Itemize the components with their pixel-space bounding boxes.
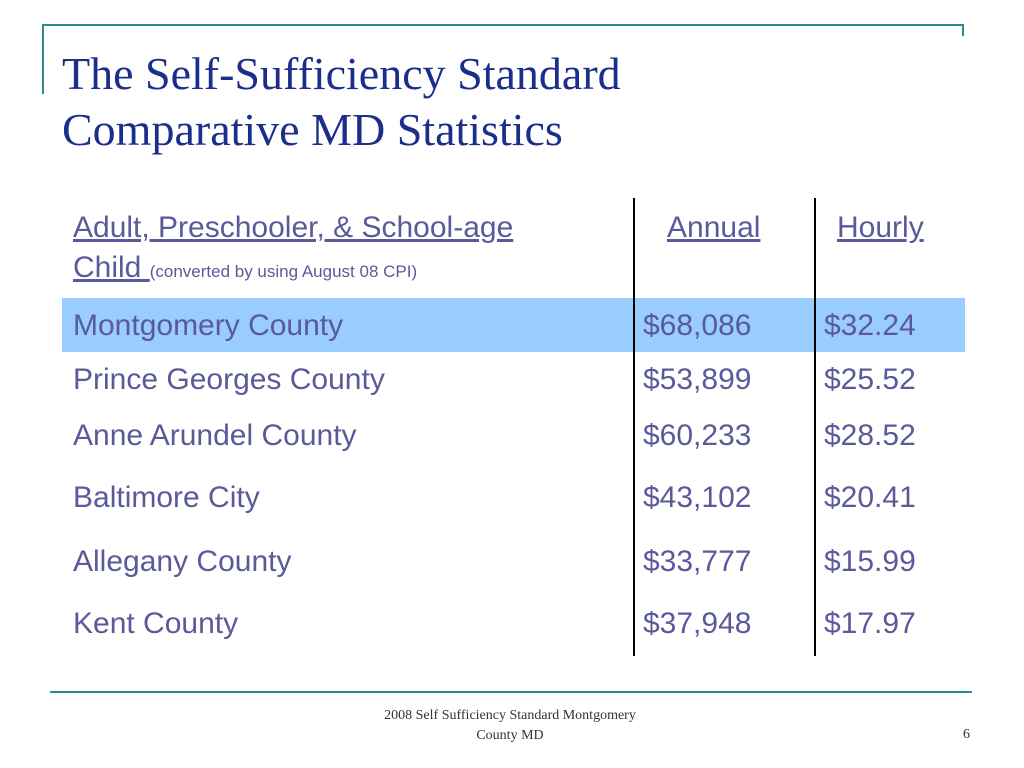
header-annual: Annual <box>667 211 761 244</box>
annual-value: $33,777 <box>643 545 752 578</box>
annual-value: $43,102 <box>643 481 752 514</box>
annual-value: $37,948 <box>643 607 752 640</box>
table-row <box>62 604 965 648</box>
county-name: Montgomery County <box>73 309 344 342</box>
hourly-value: $32.24 <box>824 309 916 342</box>
table-row <box>62 542 965 586</box>
annual-value: $53,899 <box>643 363 752 396</box>
hourly-value: $20.41 <box>824 481 916 514</box>
top-rule <box>42 24 964 26</box>
hourly-value: $25.52 <box>824 363 916 396</box>
column-divider-2 <box>814 198 816 656</box>
slide-footer <box>340 706 680 746</box>
hourly-value: $15.99 <box>824 545 916 578</box>
header-hourly: Hourly <box>837 211 924 244</box>
header-cpi-note: (converted by using August 08 CPI) <box>149 262 418 281</box>
table-row <box>62 478 965 522</box>
column-divider-1 <box>633 198 635 656</box>
table-row <box>62 298 965 352</box>
table-row <box>62 360 965 404</box>
slide-title <box>62 46 962 158</box>
header-family-type: Adult, Preschooler, & School-age <box>73 211 514 244</box>
hourly-value: $28.52 <box>824 419 916 452</box>
county-name: Kent County <box>73 607 239 640</box>
footer-line2: County MD <box>476 728 544 743</box>
header-child-label: Child <box>73 251 150 284</box>
county-name: Baltimore City <box>73 481 260 514</box>
annual-value: $68,086 <box>643 309 752 342</box>
table-header <box>62 198 965 296</box>
header-family-type-line2 <box>73 248 417 293</box>
right-rule <box>962 24 964 36</box>
footer-line1: 2008 Self Sufficiency Standard Montgomery <box>384 708 636 723</box>
county-name: Prince Georges County <box>73 363 385 396</box>
slide-title-line1: The Self-Sufficiency Standard <box>62 48 621 99</box>
hourly-value: $17.97 <box>824 607 916 640</box>
annual-value: $60,233 <box>643 419 752 452</box>
slide-title-line2: Comparative MD Statistics <box>62 104 563 155</box>
county-name: Anne Arundel County <box>73 419 357 452</box>
table-row <box>62 416 965 460</box>
page-number: 6 <box>963 727 970 742</box>
left-rule <box>42 24 44 94</box>
county-name: Allegany County <box>73 545 292 578</box>
bottom-rule <box>50 691 972 693</box>
